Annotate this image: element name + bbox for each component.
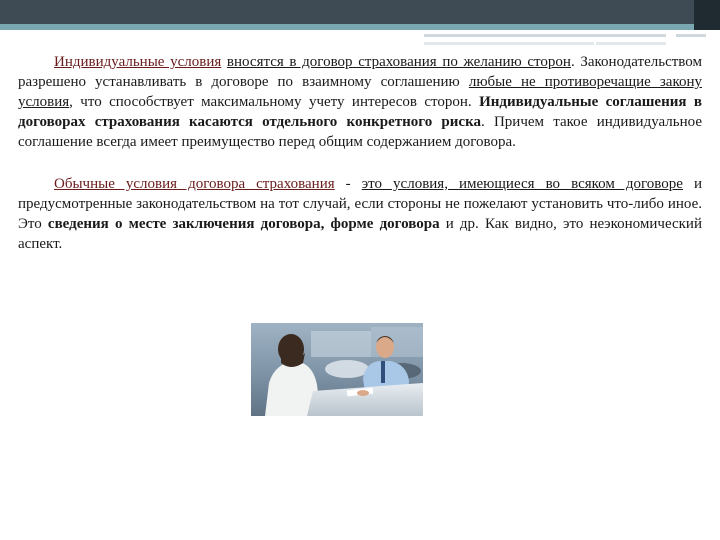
ordinary-conditions-term: Обычные условия договора страхования	[54, 176, 335, 192]
by-agreement-phrase: вносятся в договор страхования по желанию сторон	[226, 54, 571, 70]
text-segment: и предусмотренные законодательством на тот случай, если стороны не пожелают установить что-либо иное. Это	[18, 176, 703, 232]
individual-conditions-term: Индивидуальные условия	[54, 54, 222, 70]
text-segment: . Законодательством разрешено устанавливать в договоре по взаимному соглашению	[18, 54, 702, 90]
slide-body	[18, 52, 702, 254]
business-meeting-photo	[251, 323, 423, 416]
place-and-form-bold: сведения о месте заключения договора, форме договора	[47, 216, 440, 232]
paragraph-individual-conditions	[18, 52, 702, 152]
individual-agreements-bold: Индивидуальные соглашения в договорах страхования касаются отдельного конкретного риска	[18, 94, 702, 130]
photo-illustration	[251, 323, 423, 416]
decorative-line	[676, 34, 706, 37]
text-segment: . Причем такое индивидуальное соглашение всегда имеет преимущество перед общим содержанием договора.	[18, 114, 702, 150]
paragraph-ordinary-conditions	[18, 174, 702, 254]
decorative-line	[596, 42, 666, 45]
text-segment: -	[334, 176, 362, 192]
decorative-line	[424, 34, 666, 37]
any-conditions-phrase: любые не противоречащие закону условия	[18, 74, 702, 110]
text-segment: , что способствует максимальному учету интересов сторон.	[69, 94, 480, 110]
decorative-line	[424, 42, 594, 45]
header-bar	[0, 0, 720, 24]
header-accent-stripe	[0, 24, 720, 30]
text-segment: и др. Как видно, это неэкономический аспект.	[18, 216, 702, 252]
header-corner-block	[694, 0, 720, 30]
conditions-definition-phrase: это условия, имеющиеся во всяком договоре	[361, 176, 683, 192]
